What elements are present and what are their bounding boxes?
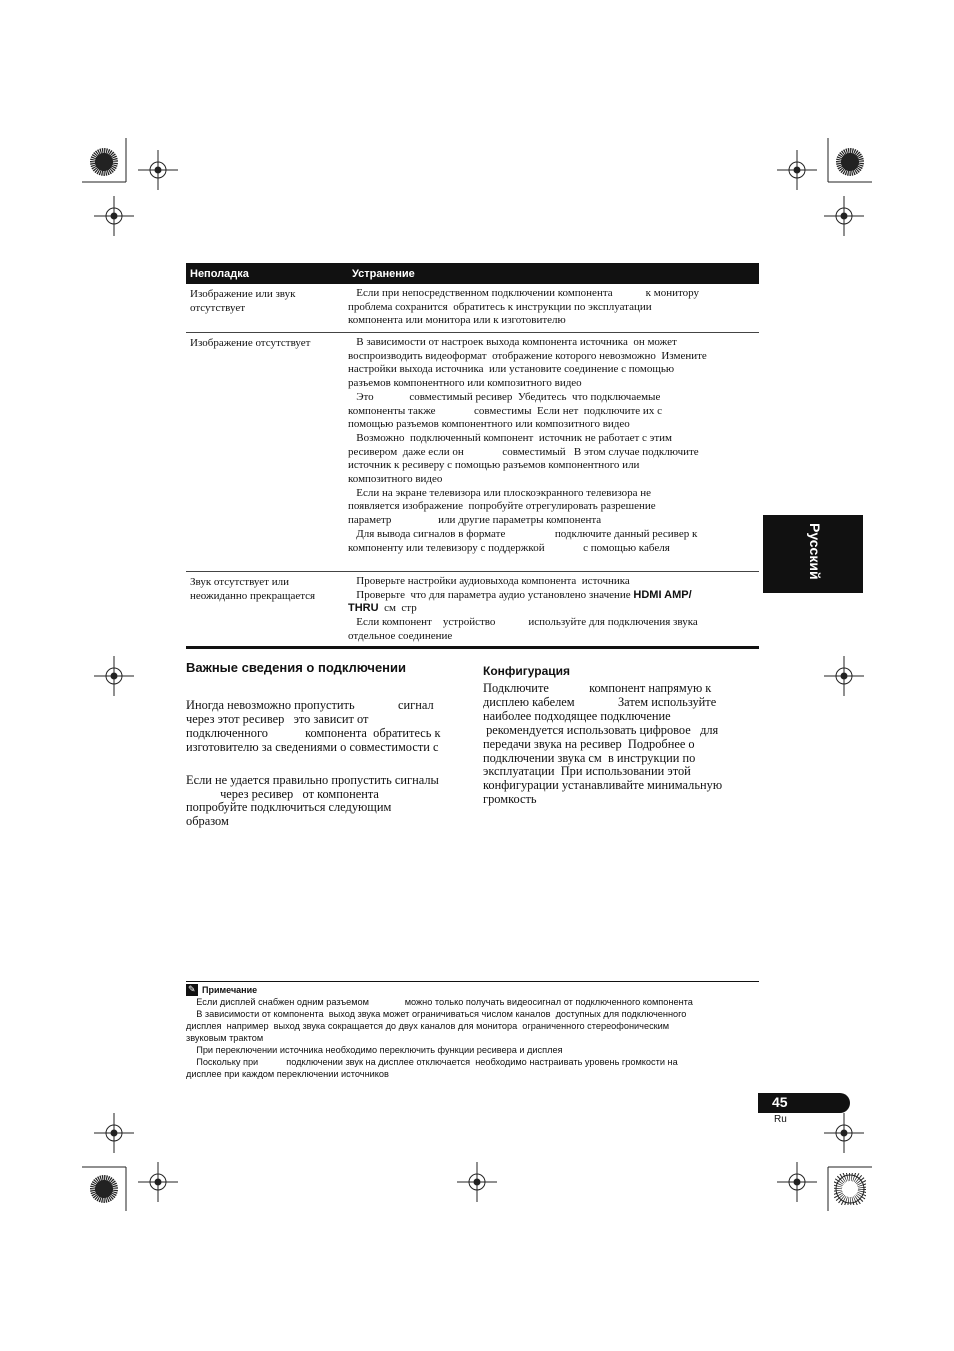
language-side-tab xyxy=(763,515,863,593)
problem-text: неожиданно прекращается xyxy=(190,589,316,602)
paragraph-line: передачи звука на ресивер Подробнее о xyxy=(483,736,695,751)
remedy-text-part: см стр xyxy=(378,602,417,615)
problem-cell xyxy=(186,284,348,332)
header-remedy: Устранение xyxy=(352,267,415,280)
note-line: дисплее при каждом переключении источников xyxy=(186,1069,389,1079)
remedy-text: помощью разъемов компонентного или композитного видео xyxy=(348,418,630,431)
remedy-text: компонента или монитора или к изготовителю xyxy=(348,314,566,327)
remedy-text: Проверьте настройки аудиовыхода компонента источника xyxy=(348,575,630,587)
note-heading xyxy=(186,984,759,996)
problem-text: отсутствует xyxy=(190,301,246,314)
remedy-text: В зависимости от настроек выхода компонента источника он может xyxy=(348,336,677,348)
note-pencil-icon xyxy=(186,984,198,996)
table-row xyxy=(186,333,759,572)
remedy-text-part: Проверьте что для параметра аудио установлено значение xyxy=(348,588,634,601)
remedy-text: Если на экране телевизора или плоскоэкранного телевизора не xyxy=(348,486,652,499)
remedy-text: Если при непосредственном подключении компонента к монитору xyxy=(348,287,699,299)
remedy-text: источник к ресиверу с помощью разъемов компонентного или xyxy=(348,459,640,472)
paragraph-line: рекомендуется использовать цифровое для xyxy=(483,722,719,737)
note-line: В зависимости от компонента выход звука может ограничиваться числом каналов доступных для подключенного xyxy=(186,1009,687,1019)
problem-cell xyxy=(186,333,348,571)
problem-text: Изображение или звук xyxy=(190,288,296,300)
language-side-tab-label: Русский xyxy=(807,523,823,580)
note-line: звуковым трактом xyxy=(186,1033,264,1043)
paragraph-line: через ресивер от компонента xyxy=(186,786,379,801)
table-header xyxy=(186,263,759,284)
remedy-text: Для вывода сигналов в формате подключите данный ресивер к xyxy=(348,527,698,540)
paragraph-line: конфигурации устанавливайте минимальную xyxy=(483,778,723,793)
remedy-text: воспроизводить видеоформат отображение которого невозможно Измените xyxy=(348,349,707,362)
page-number: 45 xyxy=(772,1094,788,1110)
setting-value: THRU xyxy=(348,602,379,615)
note-line: При переключении источника необходимо переключить функции ресивера и дисплея xyxy=(186,1045,563,1055)
paragraph-line: изготовителю за сведениями о совместимости с xyxy=(186,739,439,754)
remedy-text: появляется изображение попробуйте отрегулировать разрешение xyxy=(348,500,656,513)
remedy-text: разъемов компонентного или композитного видео xyxy=(348,377,582,390)
paragraph-line: наиболее подходящее подключение xyxy=(483,708,671,723)
paragraph-line: Если не удается правильно пропустить сигналы xyxy=(186,772,439,787)
note-title: Примечание xyxy=(202,985,258,995)
paragraph-line: Иногда невозможно пропустить сигнал xyxy=(186,698,434,712)
note-line: Поскольку при подключении звук на дисплее отключается необходимо настраивать уровень громкости на xyxy=(186,1057,678,1067)
remedy-text: ресивером даже если он совместимый В этом случае подключите xyxy=(348,445,699,458)
remedy-text: отдельное соединение xyxy=(348,629,453,642)
remedy-text: проблема сохранится обратитесь к инструкции по эксплуатации xyxy=(348,300,652,313)
page-language-code: Ru xyxy=(774,1114,787,1125)
remedy-cell xyxy=(348,572,759,646)
remedy-text xyxy=(348,602,755,616)
paragraph-line: попробуйте подключиться следующим xyxy=(186,800,392,815)
paragraph-line: через этот ресивер это зависит от xyxy=(186,711,369,726)
config-section-title: Конфигурация xyxy=(483,664,571,678)
remedy-cell xyxy=(348,333,759,571)
paragraph-line: подключенного компонента обратитесь к xyxy=(186,725,441,740)
paragraph-line: громкость xyxy=(483,792,537,807)
remedy-text: параметр или другие параметры компонента xyxy=(348,514,602,527)
note-line: Если дисплей снабжен одним разъемом можно только получать видеосигнал от подключенного компонента xyxy=(186,997,693,1007)
remedy-text: Это совместимый ресивер Убедитесь что подключаемые xyxy=(348,390,661,403)
important-section-title: Важные сведения о подключении xyxy=(186,660,407,675)
remedy-text: композитного видео xyxy=(348,473,443,486)
paragraph-line: Подключите компонент напрямую к xyxy=(483,681,712,695)
paragraph-line: образом xyxy=(186,814,229,829)
remedy-text: компоненту или телевизору с поддержкой с помощью кабеля xyxy=(348,541,670,554)
remedy-cell xyxy=(348,284,759,332)
remedy-text xyxy=(348,589,755,603)
remedy-text: настройки выхода источника или установите соединение с помощью xyxy=(348,363,675,376)
paragraph-line: дисплею кабелем Затем используйте xyxy=(483,694,717,709)
remedy-text: компоненты также совместимы Если нет подключите их с xyxy=(348,404,662,417)
remedy-text: Если компонент устройство используйте для подключения звука xyxy=(348,616,698,629)
config-section-body xyxy=(483,682,722,807)
important-section-body xyxy=(186,699,441,829)
problem-cell xyxy=(186,572,348,646)
remedy-text: Возможно подключенный компонент источник не работает с этим xyxy=(348,431,673,444)
note-line: дисплея например выход звука сокращается до двух каналов для монитора ограниченного стереофоническим xyxy=(186,1021,670,1031)
table-row xyxy=(186,572,759,649)
note-block xyxy=(186,981,759,1080)
page-number-badge xyxy=(758,1093,850,1113)
header-problem: Неполадка xyxy=(190,267,249,280)
setting-value: HDMI AMP/ xyxy=(633,588,692,601)
paragraph-line: эксплуатации При использовании этой xyxy=(483,764,691,779)
problem-text: Изображение отсутствует xyxy=(190,337,311,349)
paragraph-line: подключении звука см в инструкции по xyxy=(483,750,696,765)
problem-text: Звук отсутствует или xyxy=(190,576,289,588)
troubleshooting-table xyxy=(186,263,759,649)
table-row xyxy=(186,284,759,333)
